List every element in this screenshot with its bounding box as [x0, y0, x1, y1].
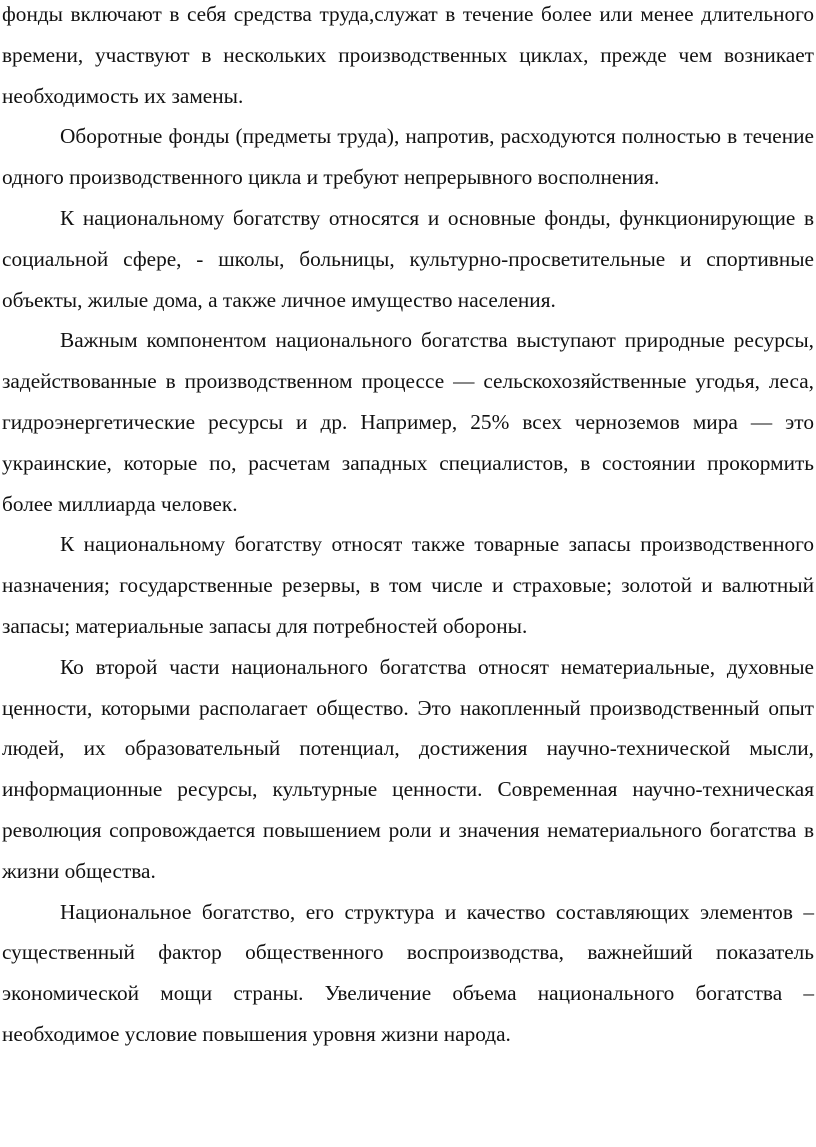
paragraph-1: фонды включают в себя средства труда,служат в течение более или менее длительного времени, участвуют в нескольких производственных циклах, прежде чем возникает необходимость их замены.: [2, 2, 814, 108]
paragraph-5: К национальному богатству относят также товарные запасы производственного назначения; государственные резервы, в том числе и страховые; золотой и валютный запасы; материальные запасы для потребностей обороны.: [2, 532, 814, 638]
paragraph-6: Ко второй части национального богатства относят нематериальные, духовные ценности, которыми располагает общество. Это накопленный производственный опыт людей, их образовательный потенциал, достижения научно-технической мысли, информационные ресурсы, культурные ценности. Современная научно-техническая революция сопровождается повышением роли и значения нематериального богатства в жизни общества.: [2, 654, 814, 883]
paragraph-4: Важным компонентом национального богатства выступают природные ресурсы, задействованные в производственном процессе — сельскохозяйственные угодья, леса, гидроэнергетические ресурсы и др. Например, 25% всех черноземов мира — это украинские, которые по, расчетам западных специалистов, в состоянии прокормить более миллиарда человек.: [2, 328, 814, 516]
paragraph-3: К национальному богатству относятся и основные фонды, функционирующие в социальной сфере, - школы, больницы, культурно-просветительные и спортивные объекты, жилые дома, а также личное имущество населения.: [2, 205, 814, 312]
paragraph-2: Оборотные фонды (предметы труда), напротив, расходуются полностью в течение одного производственного цикла и требуют непрерывного восполнения.: [2, 124, 814, 190]
paragraph-7: Национальное богатство, его структура и качество составляющих элементов – существенный фактор общественного воспроизводства, важнейший показатель экономической мощи страны. Увеличение объема национального богатства – необходимое условие повышения уровня жизни народа.: [2, 899, 814, 1046]
